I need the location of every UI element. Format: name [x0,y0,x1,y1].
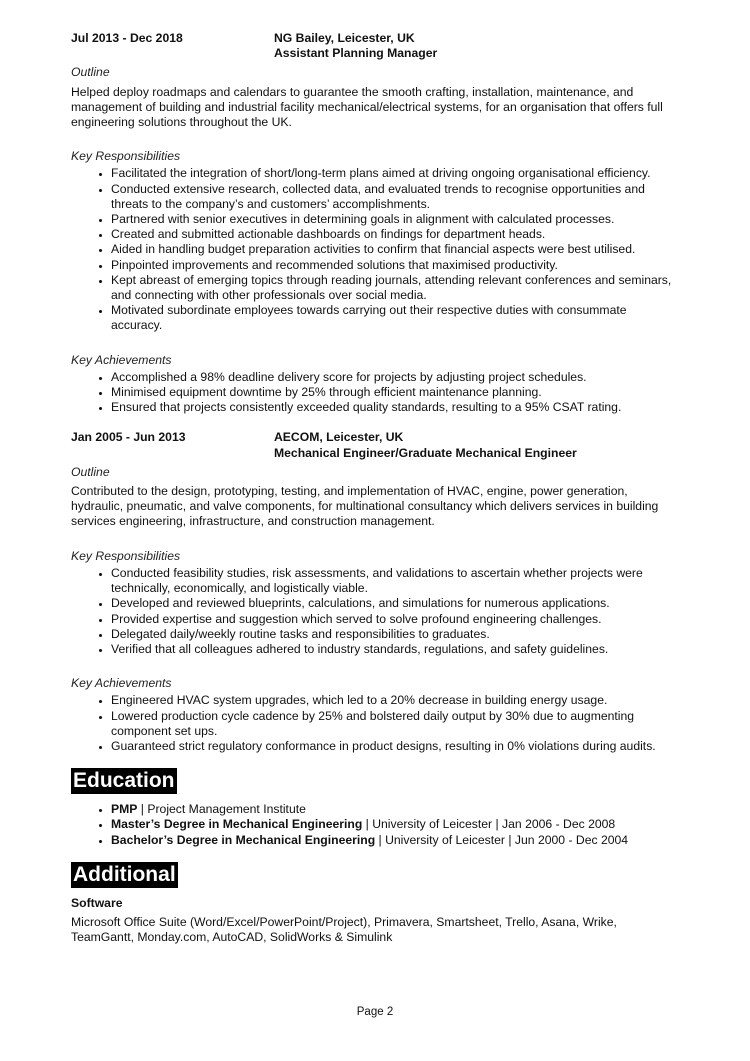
job-title: Mechanical Engineer/Graduate Mechanical Engineer [274,445,577,460]
list-item: • Ensured that projects consistently exceeded quality standards, resulting to a 95% CSAT rating. [111,400,681,415]
education-item [111,817,681,832]
job-company: NG Bailey, Leicester, UK [274,31,415,45]
outline-label: Outline [71,65,110,80]
responsibilities-label: Key Responsibilities [71,548,181,563]
page-number: Page 2 [356,1006,394,1018]
outline-text: Helped deploy roadmaps and calendars to guarantee the smooth crafting, installation, maintenance, and management of building and industrial facility mechanical/electrical systems, for an organisation that offers full engineering solutions throughout the UK. [71,84,663,130]
responsibilities-label: Key Responsibilities [71,149,181,164]
list-item: • Pinpointed improvements and recommended solutions that maximised productivity. [111,258,681,273]
responsibilities-list [71,166,681,333]
job-company-title [274,430,577,460]
list-item: • Guaranteed strict regulatory conformance in product designs, resulting in 0% violations during audits. [111,739,681,754]
job-company: AECOM, Leicester, UK [274,430,404,445]
responsibilities-list [71,566,681,657]
job-entry [71,31,681,415]
education-section [71,754,681,848]
education-degree: PMP [111,802,138,817]
achievements-label: Key Achievements [71,352,172,367]
list-item: • Kept abreast of emerging topics through reading journals, attending relevant conferences and seminars, and connecting with other professionals over social media. [111,273,681,303]
list-item: • Created and submitted actionable dashboards on findings for department heads. [111,227,681,242]
education-heading: Education [73,769,175,793]
additional-heading: Additional [73,862,176,886]
job-header [71,31,681,61]
list-item: • Facilitated the integration of short/long-term plans aimed at driving ongoing organisational efficiency. [111,166,681,181]
list-item: • Minimised equipment downtime by 25% through efficient maintenance planning. [111,385,681,400]
job-header [71,430,681,460]
software-label: Software [71,895,123,910]
education-detail: | Project Management Institute [137,802,306,817]
list-item: • Partnered with senior executives in determining goals in alignment with calculated processes. [111,212,681,227]
outline-label: Outline [71,464,110,479]
list-item: • Conducted extensive research, collected data, and evaluated trends to recognise opportunities and threats to the company’s and customers’ accomplishments. [111,182,681,212]
job-title: Assistant Planning Manager [274,46,438,61]
education-degree: Bachelor’s Degree in Mechanical Engineering [111,832,376,847]
education-detail: | University of Leicester | Jan 2006 - Dec 2008 [362,817,616,832]
job-dates: Jan 2005 - Jun 2013 [71,430,186,445]
job-entry [71,430,681,754]
list-item: • Engineered HVAC system upgrades, which led to a 20% decrease in building energy usage. [111,693,681,708]
education-list [71,802,681,848]
list-item: • Provided expertise and suggestion which served to solve profound engineering challenges. [111,612,681,627]
resume-page [71,31,681,945]
software-text: Microsoft Office Suite (Word/Excel/PowerPoint/Project), Primavera, Smartsheet, Trello, Asana, Wrike, TeamGantt, Monday.com, AutoCAD, SolidWorks & Simulink [71,914,617,945]
list-item: • Lowered production cycle cadence by 25% and bolstered daily output by 30% due to augmenting component set ups. [111,709,681,739]
job-dates: Jul 2013 - Dec 2018 [71,31,183,45]
achievements-list [71,370,681,416]
education-detail: | University of Leicester | Jun 2000 - Dec 2004 [375,832,629,847]
achievements-list [71,693,681,754]
education-item [111,833,681,848]
list-item: • Accomplished a 98% deadline delivery score for projects by adjusting project schedules. [111,370,681,385]
list-item: • Motivated subordinate employees towards carrying out their respective duties with consummate accuracy. [111,303,681,333]
education-degree: Master’s Degree in Mechanical Engineering [111,817,363,832]
job-company-title [274,31,437,61]
list-item: • Developed and reviewed blueprints, calculations, and simulations for numerous applications. [111,596,681,611]
list-item: • Delegated daily/weekly routine tasks and responsibilities to graduates. [111,627,681,642]
list-item: • Conducted feasibility studies, risk assessments, and validations to ascertain whether projects were technically, economically, and logistically viable. [111,566,681,596]
achievements-label: Key Achievements [71,676,172,691]
list-item: • Verified that all colleagues adhered to industry standards, regulations, and safety guidelines. [111,642,681,657]
list-item: • Aided in handling budget preparation activities to confirm that financial aspects were best utilised. [111,242,681,257]
outline-text: Contributed to the design, prototyping, testing, and implementation of HVAC, engine, power generation, hydraulic, pneumatic, and valve components, for multinational consultancy which delivers services in building services engineering, infrastructure, and construction management. [71,484,659,529]
education-item [111,802,681,817]
additional-section [71,848,681,946]
